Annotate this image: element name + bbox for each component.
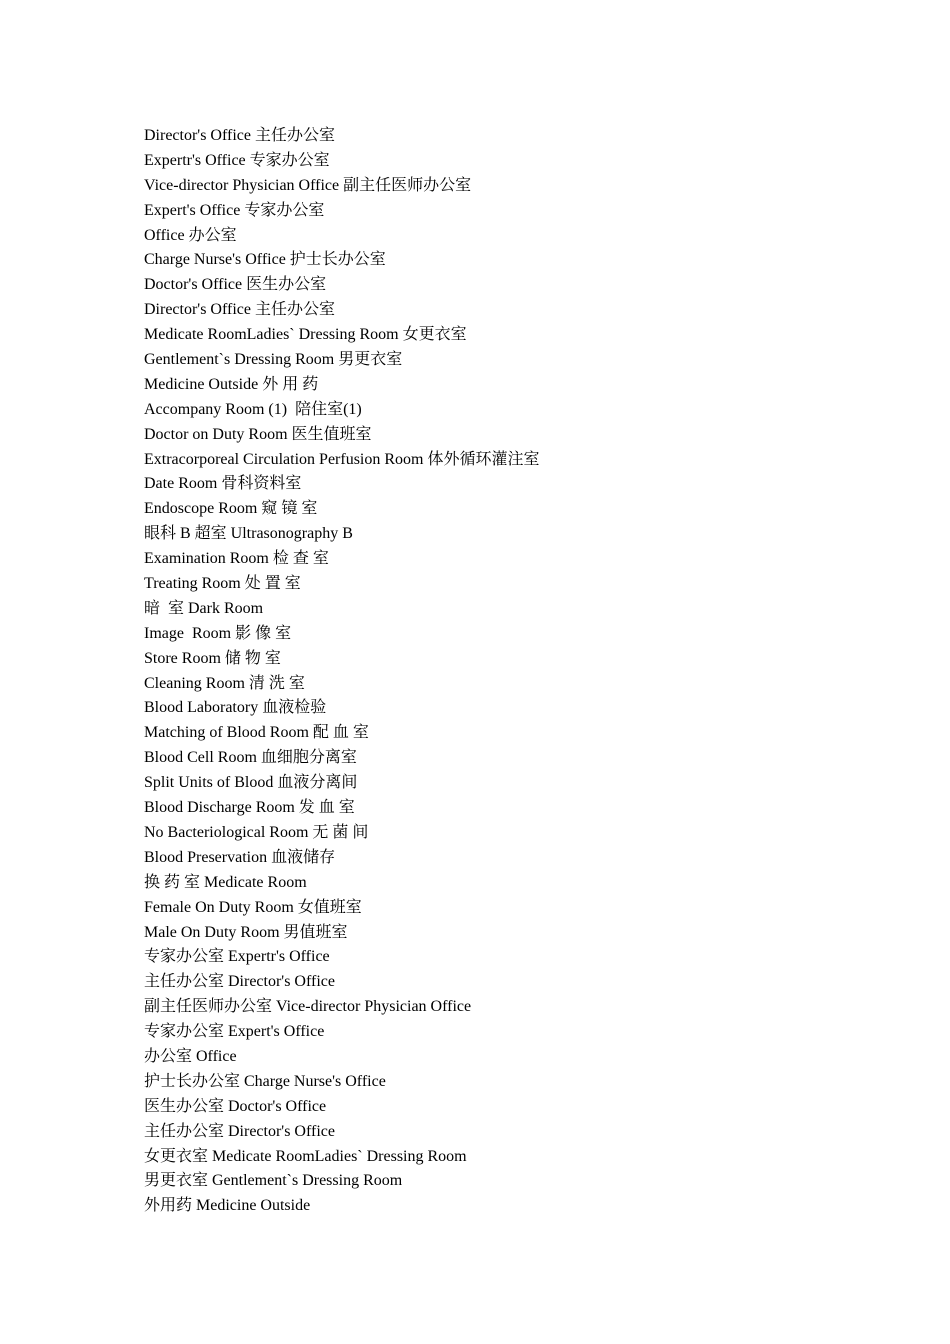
- document-line: 外用药 Medicine Outside: [144, 1197, 311, 1215]
- document-line: Blood Discharge Room 发 血 室: [144, 799, 355, 817]
- document-line: Blood Laboratory 血液检验: [144, 699, 327, 717]
- document-line: 主任办公室 Director's Office: [144, 973, 335, 991]
- room-name-list: [144, 124, 844, 1219]
- document-line: Director's Office 主任办公室: [144, 127, 335, 144]
- document-line: Male On Duty Room 男值班室: [144, 923, 348, 941]
- document-line: Director's Office 主任办公室: [144, 301, 335, 319]
- document-line: Date Room 骨科资料室: [144, 475, 302, 493]
- document-line: Blood Preservation 血液储存: [144, 848, 336, 866]
- document-line: Treating Room 处 置 室: [144, 575, 301, 593]
- document-line: 副主任医师办公室 Vice-director Physician Office: [144, 998, 472, 1016]
- document-line: Vice-director Physician Office 副主任医师办公室: [144, 176, 472, 194]
- document-line: Medicate RoomLadies` Dressing Room 女更衣室: [144, 326, 467, 344]
- document-line: Expertr's Office 专家办公室: [144, 151, 330, 169]
- document-line: 主任办公室 Director's Office: [144, 1122, 335, 1140]
- document-line: Gentlement`s Dressing Room 男更衣室: [144, 351, 403, 369]
- document-line: 医生办公室 Doctor's Office: [144, 1097, 327, 1115]
- document-line: 办公室 Office: [144, 1047, 237, 1065]
- document-line: Doctor's Office 医生办公室: [144, 276, 327, 294]
- document-line: Female On Duty Room 女值班室: [144, 898, 362, 916]
- document-line: Accompany Room (1) 陪住室(1): [144, 400, 362, 418]
- document-line: Blood Cell Room 血细胞分离室: [144, 749, 357, 767]
- document-line: 男更衣室 Gentlement`s Dressing Room: [144, 1172, 403, 1190]
- document-line: 换 药 室 Medicate Room: [144, 873, 307, 891]
- document-line: 护士长办公室 Charge Nurse's Office: [144, 1072, 386, 1090]
- document-line: Store Room 储 物 室: [144, 649, 281, 667]
- document-line: 眼科 B 超室 Ultrasonography B: [144, 525, 353, 543]
- document-line: Charge Nurse's Office 护士长办公室: [144, 251, 386, 269]
- document-line: 暗 室 Dark Room: [144, 599, 264, 617]
- document-line: Expert's Office 专家办公室: [144, 201, 325, 219]
- document-line: Image Room 影 像 室: [144, 624, 292, 642]
- document-line: Doctor on Duty Room 医生值班室: [144, 425, 372, 443]
- document-line: 女更衣室 Medicate RoomLadies` Dressing Room: [144, 1147, 467, 1165]
- document-line: 专家办公室 Expert's Office: [144, 1023, 325, 1041]
- document-line: Medicine Outside 外 用 药: [144, 375, 319, 393]
- document-line: Extracorporeal Circulation Perfusion Room 体外循环灌注室: [144, 450, 540, 468]
- document-line: Matching of Blood Room 配 血 室: [144, 724, 369, 742]
- document-line: Examination Room 检 查 室: [144, 550, 329, 568]
- document-line: 专家办公室 Expertr's Office: [144, 948, 330, 966]
- document-line: Office 办公室: [144, 226, 237, 244]
- document-line: No Bacteriological Room 无 菌 间: [144, 823, 369, 841]
- document-line: Split Units of Blood 血液分离间: [144, 774, 358, 792]
- document-line: Endoscope Room 窥 镜 室: [144, 500, 318, 518]
- document-line: Cleaning Room 清 洗 室: [144, 674, 305, 692]
